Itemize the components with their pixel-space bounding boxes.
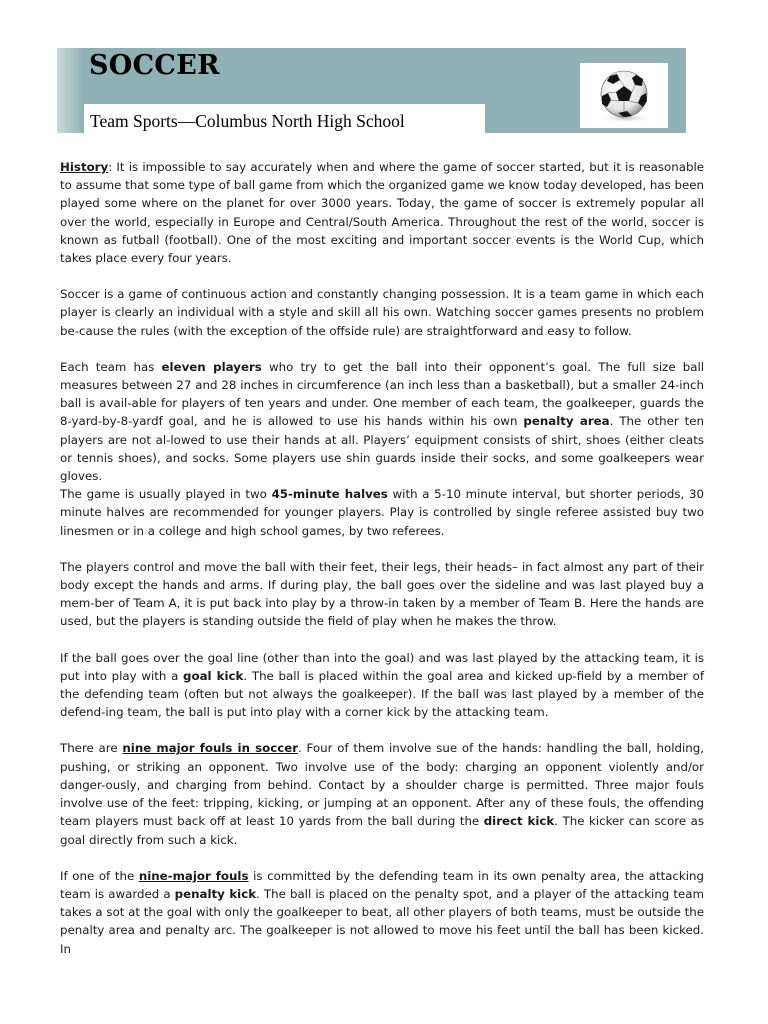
term-eleven-players: eleven players <box>161 359 262 374</box>
overview-paragraph <box>60 285 704 340</box>
fouls-paragraph <box>60 739 704 848</box>
term-nine-major-fouls: nine major fouls in soccer <box>122 741 299 756</box>
goal-kick-text-1: If the ball goes over the goal line (other than into the goal) and was last played by the attacking team, it is put into play with a <box>60 650 704 683</box>
term-penalty-area: penalty area <box>523 414 610 429</box>
term-direct-kick: direct kick <box>483 814 555 829</box>
fouls-text-3: . The kicker can score as goal directly from such a kick. <box>60 814 704 847</box>
teams-text-1: Each team has <box>60 359 162 374</box>
history-paragraph <box>60 158 704 267</box>
duration-text-2: with a 5-10 minute interval, but shorter periods, 30 minute halves are recommended for younger players. Play is controlled by single referee assisted buy two linesmen or in a college and high school games, by two referees. <box>60 487 704 538</box>
goal-kick-paragraph <box>60 649 704 722</box>
teams-text-2: who try to get the ball into their opponent’s goal. The full size ball measures between 27 and 28 inches in circumference (an inch less than a basketball), but a smaller 24-inch ball is avail-able for players of ten years and under. One member of each team, the goalkeeper, guards the 8-yard-by-8-yardf goal, and he is allowed to use his hands within his own <box>60 359 704 429</box>
soccer-ball-image <box>580 63 668 128</box>
fouls-text-2: . Four of them involve sue of the hands: handling the ball, holding, pushing, or striking an opponent. Two involve use of the body: charging an opponent violently and/or danger-ously, and charging from behind. Contact by a shoulder charge is permitted. Three major fouls involve use of the feet: tripping, kicking, or jumping at an opponent. After any of these fouls, the offending team players must back off at least 10 yards from the ball during the <box>60 741 704 829</box>
term-penalty-kick: penalty kick <box>174 886 257 901</box>
term-goal-kick: goal kick <box>183 668 244 683</box>
penalty-text-2: is committed by the defending team in its own penalty area, the attacking team is awarded a <box>60 868 704 901</box>
teams-paragraph <box>60 358 704 485</box>
ball-control-text: The players control and move the ball with their feet, their legs, their heads– in fact almost any part of their body except the hands and arms. If during play, the ball goes over the sideline and was last played buy a mem-ber of Team A, it is put back into play by a throw-in taken by a member of Team B. Here the hands are used, but the players is standing outside the field of play when he makes the throw. <box>60 559 704 629</box>
history-text: : It is impossible to say accurately when and where the game of soccer started, but it is reasonable to assume that some type of ball game from which the organized game we know today developed, has been played some where on the planet for over 3000 years. Today, the game of soccer is extremely popular all over the world, especially in Europe and Central/South America. Throughout the rest of the world, soccer is known as futball (football). One of the most exciting and important soccer events is the World Cup, which takes place every four years. <box>60 160 704 266</box>
term-45-minute-halves: 45-minute halves <box>271 487 388 502</box>
penalty-paragraph <box>60 867 704 958</box>
page-title: SOCCER <box>89 50 220 81</box>
duration-paragraph <box>60 485 704 540</box>
teams-text-3: . The other ten players are not al-lowed to use their hands at all. Players’ equipment consists of shirt, shoes (either cleats or tennis shoes), and socks. Some players use shin guards inside their socks, and some goalkeepers wear gloves. <box>60 414 705 484</box>
soccer-ball-icon <box>580 63 668 128</box>
duration-text-1: The game is usually played in two <box>60 487 272 502</box>
fouls-text-1: There are <box>60 741 123 756</box>
ball-control-paragraph <box>60 558 704 631</box>
goal-kick-text-2: . The ball is placed within the goal area and kicked up-field by a member of the defending team (often but not always the goalkeeper). If the ball was last played by a member of the defend-ing team, the ball is put into play with a corner kick by the attacking team. <box>60 668 704 720</box>
article-body <box>60 158 704 958</box>
penalty-text-3: . The ball is placed on the penalty spot, and a player of the attacking team takes a sot at the goal with only the goalkeeper to beat, all other players of both teams, must be outside the penalty area and penalty arc. The goalkeeper is not allowed to move his feet until the ball has been kicked. In <box>60 886 704 956</box>
history-label: History <box>60 160 109 174</box>
penalty-text-1: If one of the <box>60 868 139 883</box>
overview-text: Soccer is a game of continuous action and constantly changing possession. It is a team game in which each player is clearly an individual with a style and skill all his own. Watching soccer games presents no problem be-cause the rules (with the exception of the offside rule) are straightforward and easy to follow. <box>60 287 704 338</box>
page-subtitle: Team Sports—Columbus North High School <box>90 111 405 131</box>
header-accent-strip <box>57 48 84 133</box>
term-nine-major-fouls-2: nine-major fouls <box>138 868 249 883</box>
